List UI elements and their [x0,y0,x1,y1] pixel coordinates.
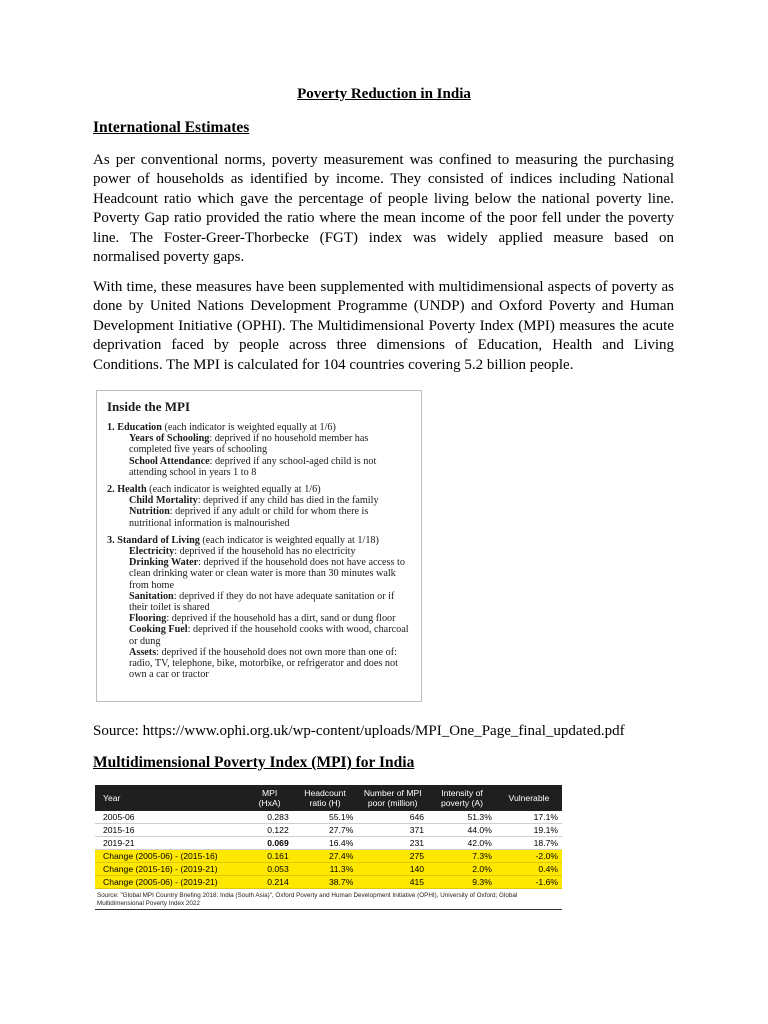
table-cell: 9.3% [428,876,496,889]
table-row [95,824,562,837]
table-cell: 2005-06 [95,811,246,824]
table-row [95,811,562,824]
mpi-indicator-description: : deprived if the household does not have access to clean drinking water or clean water is more than 30 minutes walk from home [129,557,405,591]
mpi-indicator [107,433,411,455]
table-cell: 2.0% [428,863,496,876]
mpi-dimension-weight-note: (each indicator is weighted equally at 1/6) [149,484,321,496]
mpi-indicator-description: : deprived if they do not have adequate sanitation or if their toilet is shared [129,590,395,614]
paragraph-conventional-norms: As per conventional norms, poverty measurement was confined to measuring the purchasing power of households as identified by income. They consisted of indices including National Headcount ratio which gave the percentage of people living below the national poverty line. Poverty Gap ratio provided the ratio where the mean income of the poor fell under the poverty line. The Foster-Greer-Thorbecke (FGT) index was widely applied measure based on normalised poverty gaps. [93,152,674,266]
mpi-india-table [95,785,562,889]
mpi-indicator-description: : deprived if any adult or child for whom there is nutritional information is malnourished [129,506,369,529]
table-cell: 55.1% [293,811,358,824]
mpi-indicator-name: Drinking Water [129,557,199,569]
source-link[interactable]: Source: https://www.ophi.org.uk/wp-content/uploads/MPI_One_Page_final_updated.pdf [93,723,625,739]
table-header-row [95,785,562,811]
mpi-indicator [107,456,411,478]
table-cell: 275 [357,850,428,863]
mpi-dimension-name: 1. Education [107,422,162,433]
mpi-box-sections [107,422,411,680]
table-bottom-rule [95,909,562,910]
mpi-section-heading [107,422,411,433]
table-cell: Change (2005-06) - (2019-21) [95,876,246,889]
mpi-indicator [107,495,411,506]
table-header-cell: Intensity of poverty (A) [428,785,496,811]
table-cell: -2.0% [496,850,562,863]
mpi-indicator-name: Years of Schooling [129,433,210,445]
table-header-cell: MPI (HxA) [246,785,292,811]
table-row [95,863,562,876]
mpi-indicator [107,624,411,646]
mpi-section [107,535,411,681]
mpi-dimension-name: 3. Standard of Living [107,534,200,546]
table-row [95,876,562,889]
table-row [95,837,562,850]
table-cell: 19.1% [496,824,562,837]
mpi-indicator [107,546,411,557]
mpi-dimension-weight-note: (each indicator is weighted equally at 1/6) [164,422,336,433]
mpi-indicator-name: Electricity [129,546,175,558]
mpi-indicator-description: : deprived if any child has died in the family [197,495,379,507]
mpi-section [107,422,411,478]
mpi-indicator-name: Sanitation [129,590,174,602]
table-cell: 140 [357,863,428,876]
mpi-indicator [107,591,411,613]
table-cell: 231 [357,837,428,850]
mpi-indicator-name: Cooking Fuel [129,624,188,636]
mpi-indicator-description: : deprived if the household has a dirt, sand or dung floor [166,613,396,625]
table-cell: -1.6% [496,876,562,889]
table-cell: 17.1% [496,811,562,824]
table-cell: 27.7% [293,824,358,837]
table-cell: 371 [357,824,428,837]
mpi-indicator-description: : deprived if any school-aged child is not attending school in years 1 to 8 [129,455,377,478]
mpi-indicator-name: Child Mortality [129,495,198,507]
table-body [95,811,562,889]
mpi-indicator [107,506,411,528]
mpi-dimension-name: 2. Health [107,484,147,496]
table-cell: 11.3% [293,863,358,876]
table-cell: Change (2015-16) - (2019-21) [95,863,246,876]
table-cell: 42.0% [428,837,496,850]
table-cell: 2019-21 [95,837,246,850]
table-cell: 16.4% [293,837,358,850]
table-cell: 51.3% [428,811,496,824]
table-cell: 0.069 [246,837,292,850]
mpi-section [107,484,411,529]
table-cell: 44.0% [428,824,496,837]
mpi-indicator-description: : deprived if the household has no electricity [174,546,356,558]
mpi-indicator [107,557,411,591]
table-cell: 0.214 [246,876,292,889]
table-cell: 415 [357,876,428,889]
table-cell: 0.283 [246,811,292,824]
table-cell: Change (2005-06) - (2015-16) [95,850,246,863]
table-header-cell: Headcount ratio (H) [293,785,358,811]
mpi-india-table-figure [95,785,562,910]
page-title: Poverty Reduction in India [297,86,471,102]
mpi-indicator-name: Nutrition [129,506,170,518]
table-header-cell: Year [95,785,246,811]
mpi-indicator-name: Assets [129,646,157,658]
table-header-cell: Vulnerable [496,785,562,811]
table-header-cell: Number of MPI poor (million) [357,785,428,811]
mpi-indicator [107,613,411,624]
mpi-indicator-description: : deprived if the household does not own more than one of: radio, TV, telephone, bike, motorbike, or refrigerator and does not own a car or tractor [129,646,398,681]
mpi-dimension-weight-note: (each indicator is weighted equally at 1/18) [202,534,379,546]
inside-the-mpi-figure [96,390,422,702]
table-cell: 646 [357,811,428,824]
mpi-indicator [107,647,411,681]
table-cell: 0.122 [246,824,292,837]
mpi-indicator-name: School Attendance [129,455,210,467]
table-cell: 18.7% [496,837,562,850]
mpi-box-title: Inside the MPI [107,399,191,414]
mpi-indicator-description: : deprived if no household member has completed five years of schooling [129,433,369,456]
mpi-indicator-name: Flooring [129,613,167,625]
table-cell: 27.4% [293,850,358,863]
mpi-section-heading [107,484,411,495]
mpi-indicator-description: : deprived if the household cooks with wood, charcoal or dung [129,624,409,647]
mpi-section-heading [107,535,411,546]
section-heading-mpi-india: Multidimensional Poverty Index (MPI) for India [93,754,415,771]
table-cell: 0.161 [246,850,292,863]
table-cell: 7.3% [428,850,496,863]
table-cell: 0.4% [496,863,562,876]
table-source-note: Source: "Global MPI Country Briefing 2018: India (South Asia)", Oxford Poverty and Human Development Initiative (OPHI), University of Oxford; Global Multidimensional Poverty Index 2022 [97,892,518,907]
table-cell: 0.053 [246,863,292,876]
table-cell: 2015-16 [95,824,246,837]
table-cell: 38.7% [293,876,358,889]
paragraph-multidimensional: With time, these measures have been supplemented with multidimensional aspects of poverty as done by United Nations Development Programme (UNDP) and Oxford Poverty and Human Development Initiative (OPHI). The Multidimensional Poverty Index (MPI) measures the acute deprivation faced by people across three dimensions of Education, Health and Living Conditions. The MPI is calculated for 104 countries covering 5.2 billion people. [93,279,674,373]
section-heading-international-estimates: International Estimates [93,119,250,136]
table-row [95,850,562,863]
